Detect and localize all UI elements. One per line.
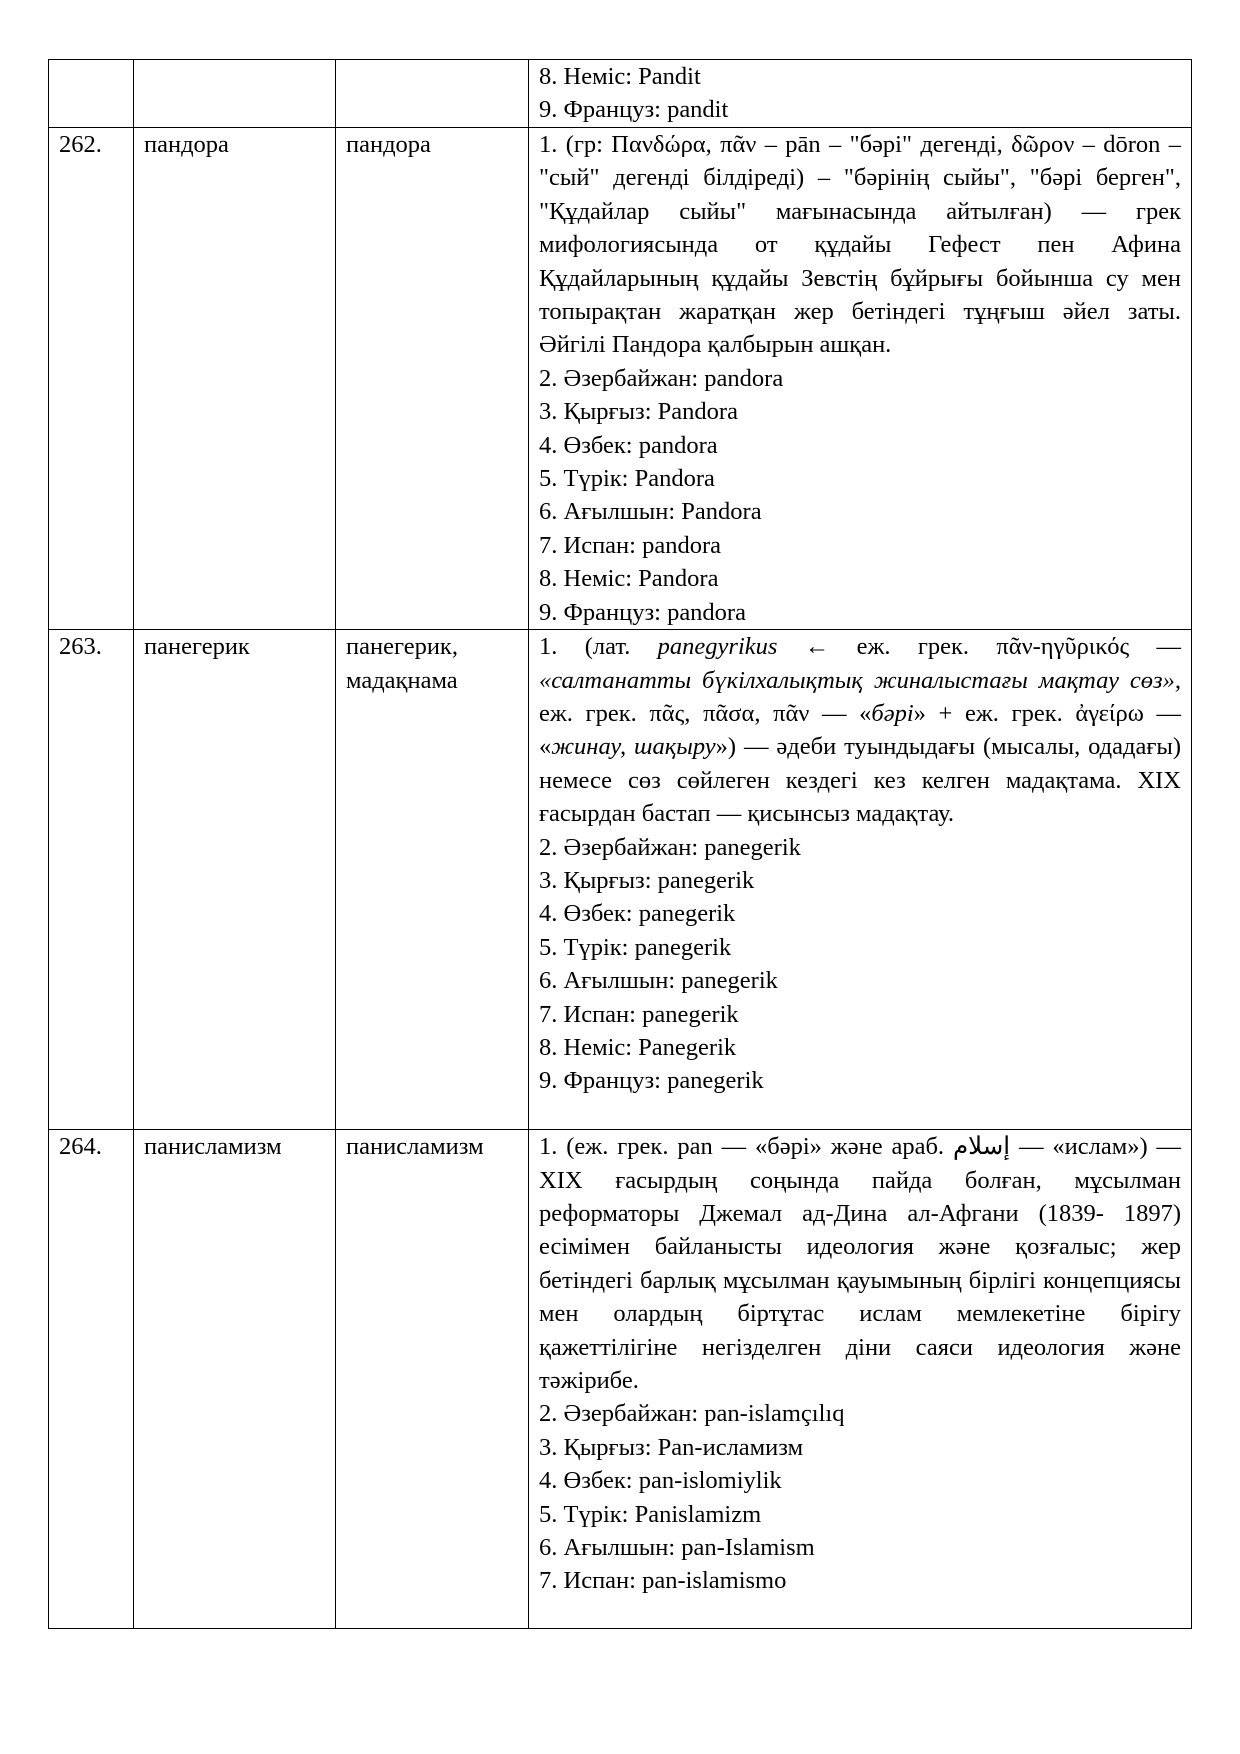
translation-line: 4. Өзбек: pandora (539, 431, 718, 459)
arabic-word: إسلام (952, 1133, 1011, 1161)
entry-definition-cell (529, 60, 1192, 128)
definition-fragment-italic: «салтанатты бүкілхалықтық жиналыстағы мақтау сөз», (539, 666, 1181, 694)
translation-line: 9. Француз: panegerik (539, 1067, 764, 1095)
translation-line: 8. Неміс: Pandora (539, 565, 719, 593)
entry-term (134, 60, 336, 128)
entry-term: панегерик (134, 630, 336, 1130)
entry-number: 262. (49, 128, 134, 630)
definition-fragment: еж. грек. πᾶς, πᾶσα, πᾶν — « (539, 699, 872, 727)
translation-line: 5. Түрік: panegerik (539, 933, 732, 961)
definition-fragment: 1. (еж. грек. pan — «бәрі» және араб. (539, 1133, 953, 1161)
translation-line: 7. Испан: panegerik (539, 1000, 739, 1028)
definition-fragment: » + еж. грек. ἀγείρω — « (539, 699, 1182, 761)
definition-fragment: 1. (лат. (539, 633, 658, 661)
entry-term: панисламизм (134, 1130, 336, 1629)
translation-line: 5. Түрік: Pandora (539, 465, 715, 493)
translation-line: 9. Француз: pandit (539, 96, 729, 124)
definition-fragment: ← еж. грек. πᾶν-ηγῦρικός — (777, 633, 1181, 661)
translation-line: 2. Әзербайжан: pan-islamçılıq (539, 1400, 845, 1428)
entry-number (49, 60, 134, 128)
definition-fragment: ») — әдеби туындыдағы (мысалы, одадағы) немесе сөз сөйлеген кездегі кез келген мадақтама. XIX ғасырдан бастап — қисынсыз мадақтау. (539, 733, 1182, 828)
translation-line: 7. Испан: pan-islamismo (539, 1567, 787, 1595)
translation-line: 6. Ағылшын: Pandora (539, 498, 762, 526)
translation-line: 2. Әзербайжан: pandora (539, 364, 784, 392)
translation-line: 4. Өзбек: pan-islomiylik (539, 1467, 782, 1495)
entry-definition-text: 1. (гр: Πανδώρα, πᾶν – pān – "бәрі" дегенді, δῶρον – dōron – "сый" дегенді білдіреді) – "бәрінің сыйы", "бәрі берген", "Құдайлар сыйы" мағынасында айтылған) — грек мифологиясында от құдайы Гефест пен Афина Құдайларының құдайы Зевстің бұйрығы бойынша су мен топырақтан жаратқан жер бетіндегі тұңғыш әйел заты. Әйгілі Пандора қалбырын ашқан. (539, 131, 1181, 359)
entry-number: 263. (49, 630, 134, 1130)
translation-line: 6. Ағылшын: panegerik (539, 967, 778, 995)
entry-term: пандора (134, 128, 336, 630)
translation-line: 9. Француз: pandora (539, 598, 746, 626)
translation-line: 7. Испан: pandora (539, 531, 722, 559)
entry-definition-cell (529, 630, 1192, 1130)
translation-line: 8. Неміс: Panegerik (539, 1033, 737, 1061)
translation-line: 6. Ағылшын: pan-Islamism (539, 1533, 815, 1561)
dictionary-table (48, 59, 1192, 1629)
entry-number: 264. (49, 1130, 134, 1629)
entry-definition-text (539, 630, 1181, 830)
translation-line: 3. Қырғыз: panegerik (539, 866, 755, 894)
definition-fragment-italic: panegyrikus (657, 633, 778, 661)
table-row (49, 1130, 1192, 1629)
translation-line: 8. Неміс: Pandit (539, 63, 701, 90)
definition-fragment-italic: жинау, шақыру (551, 733, 716, 761)
entry-definition-cell (529, 1130, 1192, 1629)
entry-kazakh: панисламизм (336, 1130, 529, 1629)
translation-line: 2. Әзербайжан: panegerik (539, 833, 801, 861)
translation-line: 3. Қырғыз: Pan-исламизм (539, 1433, 804, 1461)
entry-kazakh: пандора (336, 128, 529, 630)
entry-definition-text (539, 1130, 1181, 1397)
definition-fragment: — «ислам») — XIX ғасырдың соңында пайда болған, мұсылман реформаторы Джемал ад-Дина ал-Афгани (1839- 1897) есімімен байланысты идеология және қозғалыс; жер бетіндегі барлық мұсылман қауымының бірлігі концепциясы мен олардың біртұтас ислам мемлекетіне бірігу қажеттілігіне негізделген діни саяси идеология және тәжірибе. (539, 1133, 1182, 1394)
table-row (49, 128, 1192, 630)
table-row (49, 60, 1192, 128)
translation-line: 5. Түрік: Panislamizm (539, 1500, 762, 1528)
table-row (49, 630, 1192, 1130)
entry-kazakh: панегерик, мадақнама (336, 630, 529, 1130)
translation-line: 3. Қырғыз: Pandora (539, 398, 738, 426)
definition-fragment-italic: бәрі (871, 699, 914, 727)
entry-kazakh (336, 60, 529, 128)
translation-line: 4. Өзбек: panegerik (539, 900, 736, 928)
entry-definition-cell (529, 128, 1192, 630)
